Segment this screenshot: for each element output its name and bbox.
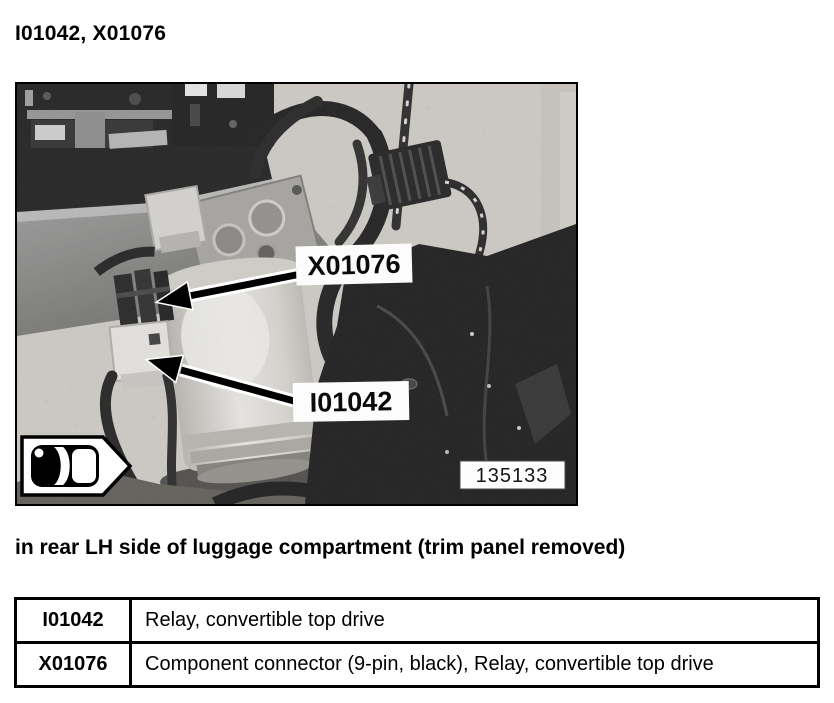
table-row [16, 643, 819, 687]
location-caption: in rear LH side of luggage compartment (trim panel removed) [15, 536, 626, 559]
component-code: X01076 [16, 643, 131, 687]
component-location-photo [15, 82, 578, 506]
component-code: I01042 [16, 599, 131, 643]
image-number-plate [460, 461, 565, 489]
legend-table [14, 597, 820, 688]
component-description: Relay, convertible top drive [131, 599, 819, 643]
page-title: I01042, X01076 [15, 22, 167, 45]
component-description: Component connector (9-pin, black), Relay, convertible top drive [131, 643, 819, 687]
photo-svg [17, 84, 576, 504]
image-number-text: 135133 [475, 465, 549, 487]
connector-label-text: X01076 [307, 248, 401, 282]
connector-callout-label [296, 243, 413, 285]
relay-label-text: I01042 [309, 386, 393, 418]
table-row [16, 599, 819, 643]
relay-callout-label [293, 381, 410, 422]
